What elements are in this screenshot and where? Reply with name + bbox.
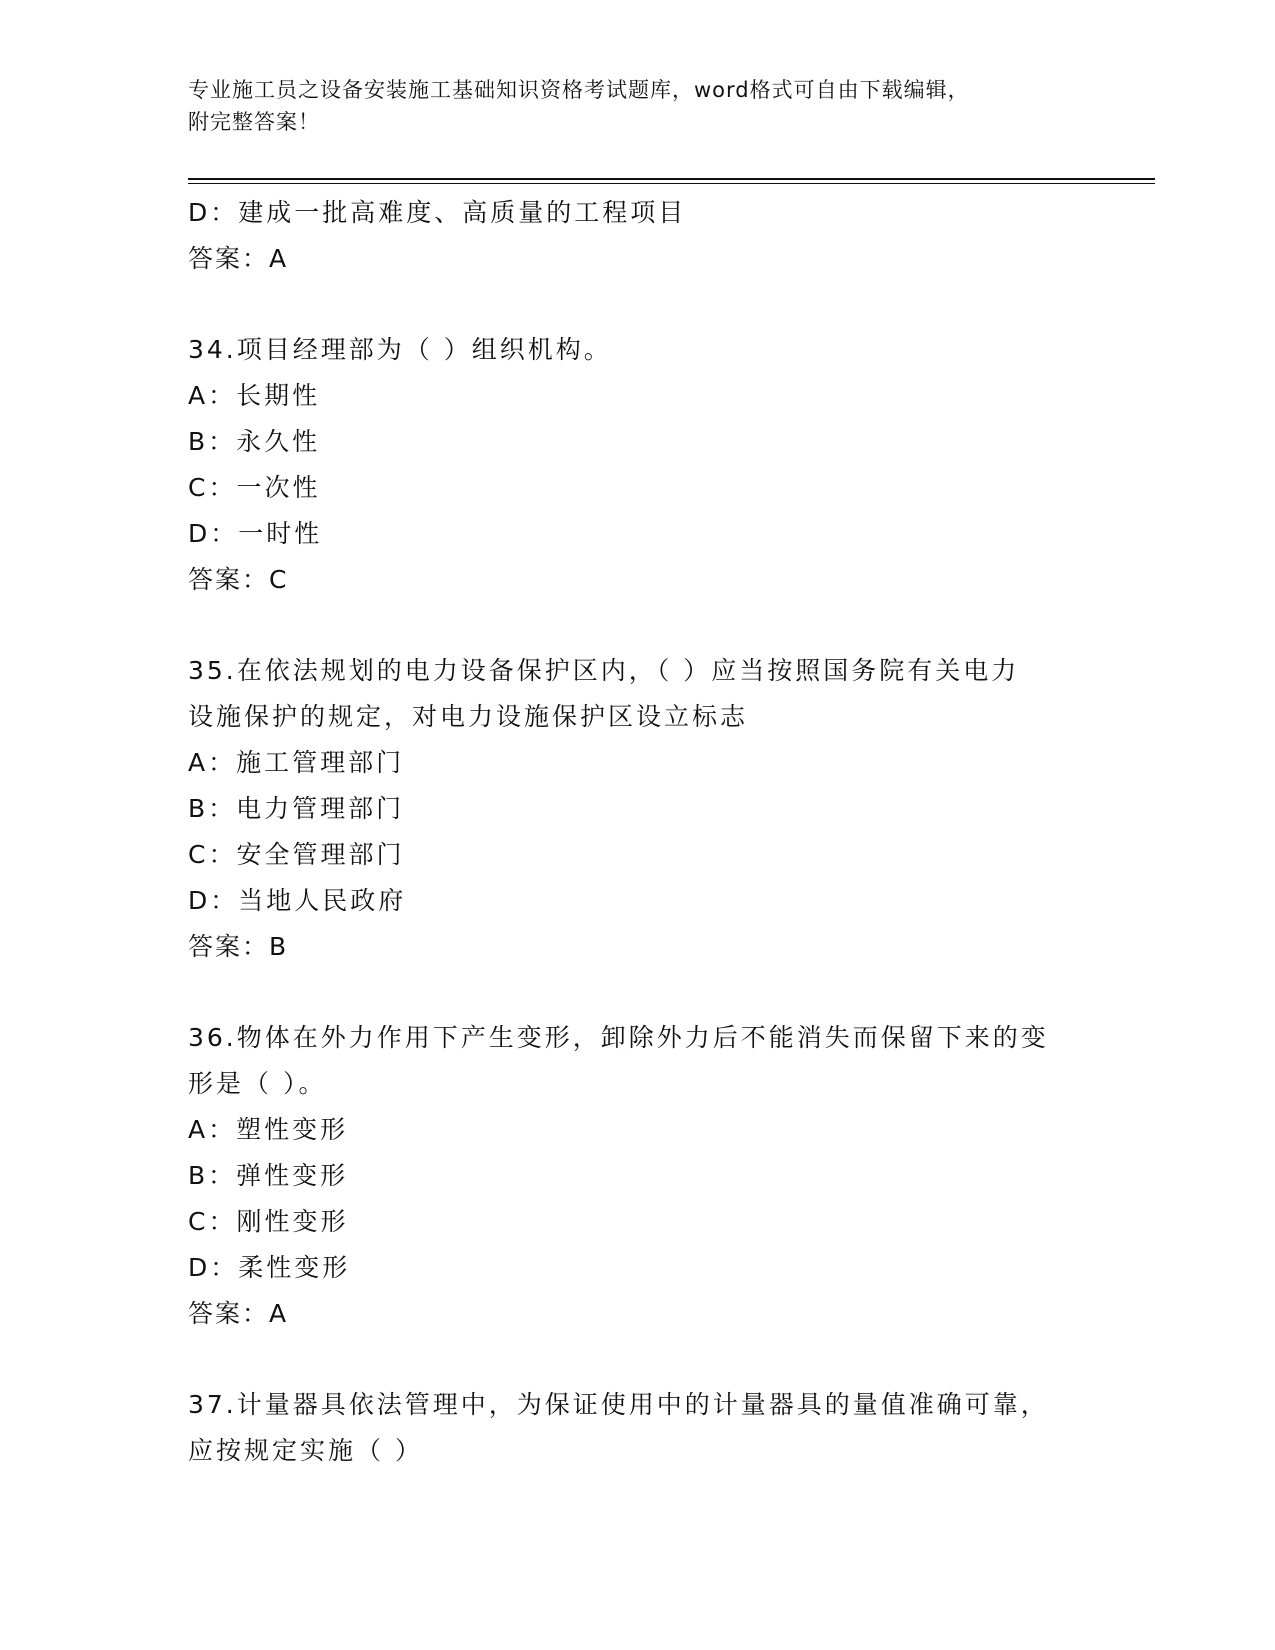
question-text: 设施保护的规定，对电力设施保护区设立标志 <box>188 702 749 731</box>
question-text: 35.在依法规划的电力设备保护区内，（ ）应当按照国务院有关电力 <box>188 656 1020 685</box>
question-text: 34.项目经理部为（ ）组织机构。 <box>188 335 612 364</box>
option-a: A：施工管理部门 <box>188 748 405 777</box>
question-text: 形是（ ）。 <box>188 1069 327 1098</box>
option-d: D：一时性 <box>188 519 323 548</box>
question-text: 37.计量器具依法管理中，为保证使用中的计量器具的量值准确可靠， <box>188 1390 1049 1419</box>
option-d: D：当地人民政府 <box>188 886 407 915</box>
header-divider-thin <box>188 183 1155 184</box>
question-34 <box>188 327 1088 603</box>
question-37 <box>188 1382 1088 1474</box>
question-35 <box>188 648 1088 970</box>
continued-answer: 答案：A <box>188 244 289 273</box>
option-b: B：电力管理部门 <box>188 794 405 823</box>
header-line-1: 专业施工员之设备安装施工基础知识资格考试题库，word格式可自由下载编辑， <box>188 78 970 102</box>
header-divider-thick <box>188 178 1155 180</box>
question-gap <box>188 970 1088 1015</box>
answer: 答案：C <box>188 565 289 594</box>
option-d: D：柔性变形 <box>188 1253 351 1282</box>
question-text: 应按规定实施（ ） <box>188 1436 423 1465</box>
option-a: A：长期性 <box>188 381 321 410</box>
option-a: A：塑性变形 <box>188 1115 349 1144</box>
question-list <box>188 190 1088 1474</box>
option-c: C：一次性 <box>188 473 321 502</box>
continued-option-d: D：建成一批高难度、高质量的工程项目 <box>188 198 687 227</box>
answer: 答案：B <box>188 932 289 961</box>
question-text: 36.物体在外力作用下产生变形，卸除外力后不能消失而保留下来的变 <box>188 1023 1049 1052</box>
option-c: C：刚性变形 <box>188 1207 349 1236</box>
header-line-2: 附完整答案！ <box>188 110 320 134</box>
question-36 <box>188 1015 1088 1337</box>
option-c: C：安全管理部门 <box>188 840 405 869</box>
option-b: B：弹性变形 <box>188 1161 349 1190</box>
question-gap <box>188 282 1088 327</box>
document-header <box>188 74 1088 138</box>
question-gap <box>188 1337 1088 1382</box>
option-b: B：永久性 <box>188 427 321 456</box>
question-gap <box>188 603 1088 648</box>
answer: 答案：A <box>188 1299 289 1328</box>
